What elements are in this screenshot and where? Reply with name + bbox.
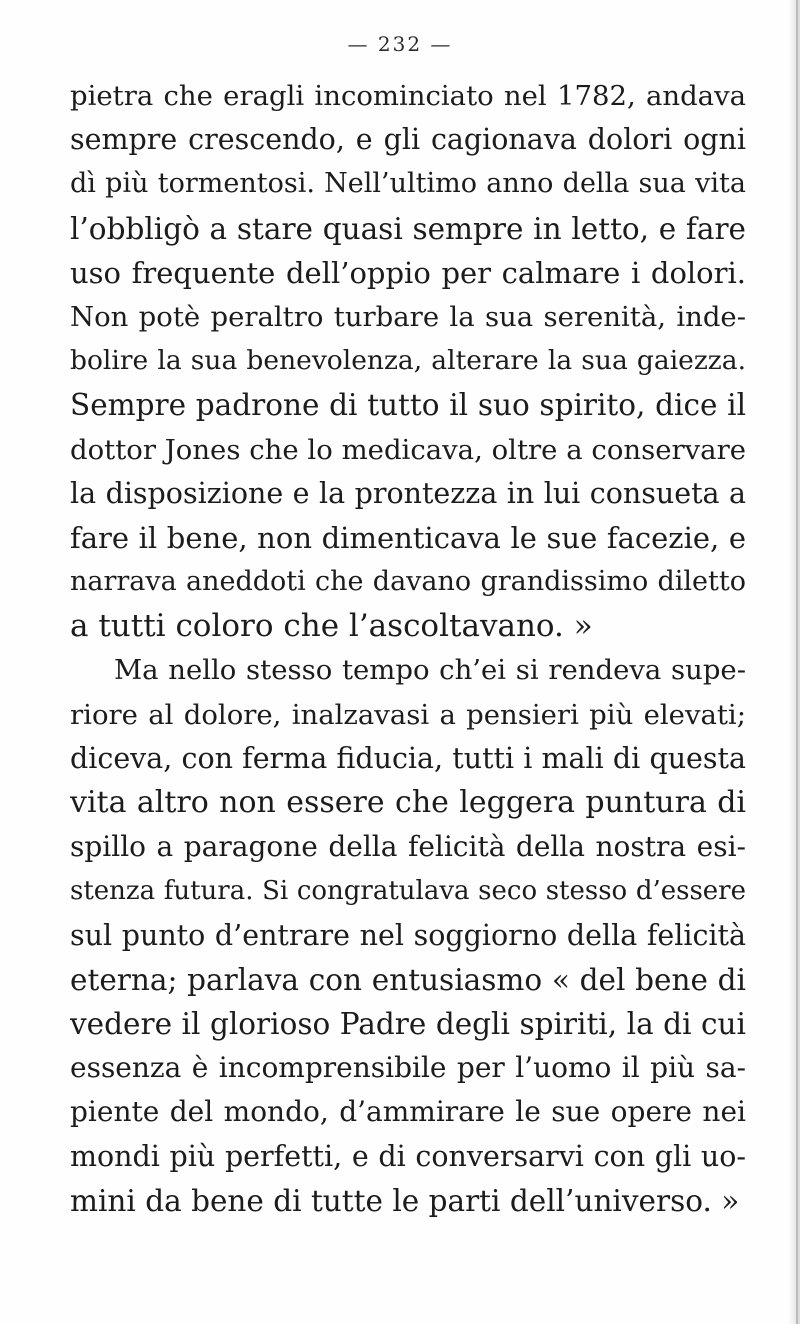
text-line: mondi più perfetti, e di conversarvi con gli uo- [70, 1139, 746, 1173]
body-text [70, 74, 746, 1223]
text-line: vita altro non essere che leggera puntura di [70, 785, 746, 820]
text-line: piente del mondo, d’ammirare le sue opere nei [70, 1095, 746, 1129]
text-line: vedere il glorioso Padre degli spiriti, la di cui [70, 1006, 746, 1041]
text-line: spillo a paragone della felicità della nostra esi- [70, 830, 746, 864]
text-line: narrava aneddoti che davano grandissimo diletto [70, 566, 746, 598]
text-line: pietra che eragli incominciato nel 1782, andava [70, 80, 746, 112]
text-line: dì più tormentosi. Nell’ultimo anno della sua vita [70, 168, 746, 200]
text-line: sempre crescendo, e gli cagionava dolori ogni [70, 123, 746, 157]
text-line: la disposizione e la prontezza in lui consueta a [70, 476, 746, 510]
text-line: diceva, con ferma fiducia, tutti i mali di questa [70, 741, 746, 775]
text-line: essenza è incomprensibile per l’uomo il più sa- [70, 1051, 746, 1085]
text-line: eterna; parlava con entusiasmo « del bene di [70, 962, 746, 997]
text-line: fare il bene, non dimenticava le sue facezie, e [70, 520, 746, 555]
text-line: dottor Jones che lo medicava, oltre a conservare [70, 433, 746, 466]
text-line: bolire la sua benevolenza, alterare la sua gaiezza. [70, 345, 746, 377]
text-line: l’obbligò a stare quasi sempre in letto, e fare [70, 211, 746, 246]
text-line: Sempre padrone di tutto il suo spirito, dice il [70, 388, 746, 423]
page-edge [788, 0, 800, 1324]
text-line: riore al dolore, inalzavasi a pensieri più elevati; [70, 698, 746, 731]
paragraph-start-line: Ma nello stesso tempo ch’ei si rendeva supe- [114, 654, 746, 687]
paragraph-end-line: a tutti coloro che l’ascoltavano. » [70, 608, 593, 645]
text-line: uso frequente dell’oppio per calmare i dolori. [70, 255, 746, 290]
paragraph-end-line: mini da bene di tutte le parti dell’universo. » [70, 1183, 740, 1218]
text-line: Non potè peraltro turbare la sua serenità, inde- [70, 300, 746, 333]
text-line: sul punto d’entrare nel soggiorno della felicità [70, 918, 746, 952]
page-number: — 232 — [347, 32, 453, 56]
text-line: stenza futura. Si congratulava seco stesso d’essere [70, 876, 746, 907]
